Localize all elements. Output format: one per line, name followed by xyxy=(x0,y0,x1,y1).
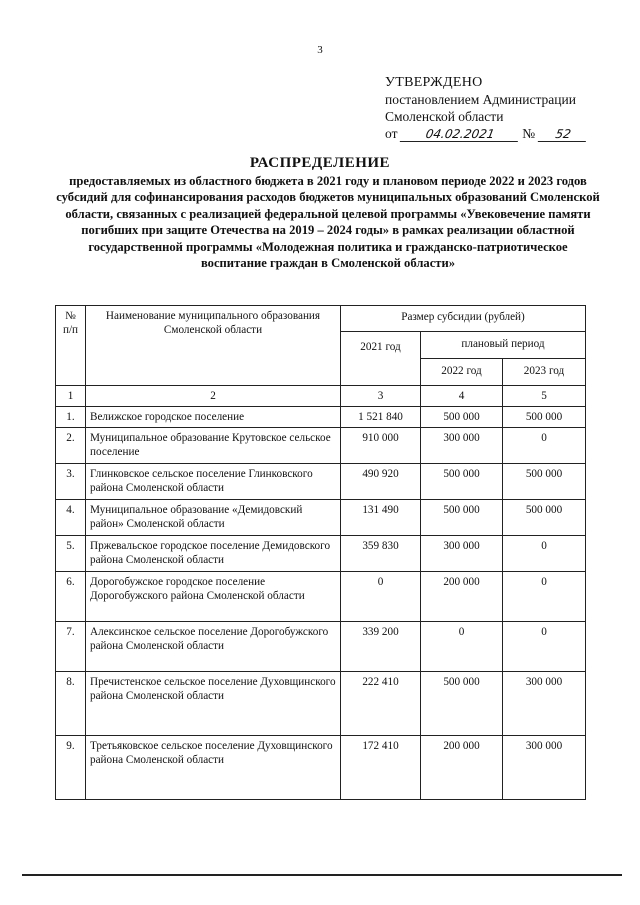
row-2021: 131 490 xyxy=(341,500,421,536)
header-name: Наименование муниципального образования Смоленской области xyxy=(86,306,341,386)
row-2022: 500 000 xyxy=(421,407,503,428)
row-2023: 0 xyxy=(503,428,586,464)
row-2022: 300 000 xyxy=(421,428,503,464)
header-subsidy: Размер субсидии (рублей) xyxy=(341,306,586,332)
row-2023: 0 xyxy=(503,622,586,672)
row-2021: 222 410 xyxy=(341,672,421,736)
row-name: Третьяковское сельское поселение Духовщинского района Смоленской области xyxy=(86,736,341,800)
row-2023: 0 xyxy=(503,536,586,572)
row-2021: 172 410 xyxy=(341,736,421,800)
bottom-rule xyxy=(22,874,622,876)
handwritten-date: 04.02.2021 xyxy=(400,128,520,142)
row-name: Пречистенское сельское поселение Духовщинского района Смоленской области xyxy=(86,672,341,736)
approval-date-number xyxy=(385,125,625,142)
row-2022: 500 000 xyxy=(421,500,503,536)
distribution-table xyxy=(55,305,586,800)
document-subtitle: предоставляемых из областного бюджета в 2021 году и плановом периоде 2022 и 2023 годов субсидий для софинансирования расходов бюджетов муниципальных образований Смоленской области, связанных с реализацией федеральной целевой программы «Увековечение памяти погибших при защите Отечества на 2019 – 2024 годы» в рамках реализации областной государственной программы «Молодежная политика и гражданско-патриотическое воспитание граждан в Смоленской области» xyxy=(56,174,600,271)
index-cell: 3 xyxy=(341,386,421,407)
index-cell: 2 xyxy=(86,386,341,407)
header-num: № п/п xyxy=(56,306,86,386)
row-2022: 0 xyxy=(421,622,503,672)
row-2022: 500 000 xyxy=(421,672,503,736)
row-number: 9. xyxy=(56,736,86,800)
row-2023: 500 000 xyxy=(503,407,586,428)
row-name: Дорогобужское городское поселение Дорогобужского района Смоленской области xyxy=(86,572,341,622)
table-row xyxy=(56,622,586,672)
index-cell: 5 xyxy=(503,386,586,407)
approval-line-1: постановлением Администрации xyxy=(385,92,576,107)
approval-block xyxy=(385,74,625,142)
row-2023: 300 000 xyxy=(503,672,586,736)
row-2022: 500 000 xyxy=(421,464,503,500)
approval-line-2: Смоленской области xyxy=(385,109,504,124)
table-row xyxy=(56,672,586,736)
row-name: Велижское городское поселение xyxy=(86,407,341,428)
row-2023: 500 000 xyxy=(503,464,586,500)
page-number: 3 xyxy=(317,44,323,56)
row-number: 8. xyxy=(56,672,86,736)
row-number: 4. xyxy=(56,500,86,536)
table-row xyxy=(56,536,586,572)
row-name: Алексинское сельское поселение Дорогобужского района Смоленской области xyxy=(86,622,341,672)
handwritten-number: 52 xyxy=(537,128,587,142)
table-header-row-1 xyxy=(56,306,586,332)
document-title: РАСПРЕДЕЛЕНИЕ xyxy=(249,155,391,171)
header-2022: 2022 год xyxy=(421,359,503,386)
row-name: Муниципальное образование Крутовское сельское поселение xyxy=(86,428,341,464)
row-2022: 300 000 xyxy=(421,536,503,572)
row-name: Муниципальное образование «Демидовский район» Смоленской области xyxy=(86,500,341,536)
table-row xyxy=(56,464,586,500)
row-2021: 910 000 xyxy=(341,428,421,464)
row-2022: 200 000 xyxy=(421,572,503,622)
table-row xyxy=(56,428,586,464)
row-2023: 500 000 xyxy=(503,500,586,536)
row-name: Пржевальское городское поселение Демидовского района Смоленской области xyxy=(86,536,341,572)
header-planned: плановый период xyxy=(421,332,586,359)
approval-heading: УТВЕРЖДЕНО xyxy=(385,75,483,90)
row-2021: 490 920 xyxy=(341,464,421,500)
index-cell: 4 xyxy=(421,386,503,407)
row-2021: 0 xyxy=(341,572,421,622)
table-row xyxy=(56,572,586,622)
header-2021: 2021 год xyxy=(341,332,421,386)
row-2022: 200 000 xyxy=(421,736,503,800)
header-2023: 2023 год xyxy=(503,359,586,386)
index-cell: 1 xyxy=(56,386,86,407)
from-label: от xyxy=(385,126,398,141)
table-row xyxy=(56,736,586,800)
number-label: № xyxy=(522,126,536,141)
row-number: 5. xyxy=(56,536,86,572)
row-number: 6. xyxy=(56,572,86,622)
row-2021: 359 830 xyxy=(341,536,421,572)
row-number: 2. xyxy=(56,428,86,464)
row-number: 1. xyxy=(56,407,86,428)
row-number: 7. xyxy=(56,622,86,672)
table-row xyxy=(56,407,586,428)
table-row xyxy=(56,500,586,536)
column-index-row xyxy=(56,386,586,407)
row-name: Глинковское сельское поселение Глинковского района Смоленской области xyxy=(86,464,341,500)
row-2021: 1 521 840 xyxy=(341,407,421,428)
row-2021: 339 200 xyxy=(341,622,421,672)
row-number: 3. xyxy=(56,464,86,500)
row-2023: 300 000 xyxy=(503,736,586,800)
row-2023: 0 xyxy=(503,572,586,622)
